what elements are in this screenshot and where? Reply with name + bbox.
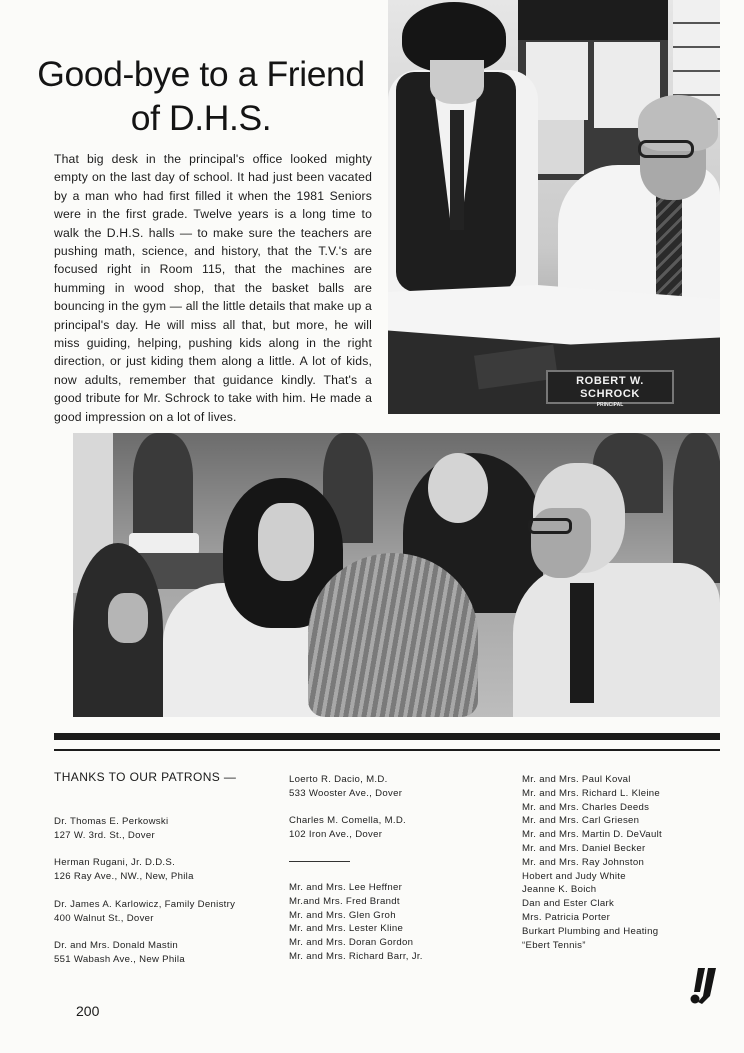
background-person xyxy=(133,433,193,543)
principal-shirt xyxy=(513,563,720,717)
patron-entry xyxy=(54,939,235,967)
patrons-column-2 xyxy=(289,773,423,964)
left-student-face xyxy=(108,593,148,643)
patron-address: 533 Wooster Ave., Dover xyxy=(289,787,403,799)
article-title xyxy=(20,52,382,140)
patrons-column-3 xyxy=(522,773,662,952)
patron-name: Mr. and Mrs. Lee Heffner xyxy=(289,881,403,893)
patron-address: 126 Ray Ave., NW., New, Phila xyxy=(54,871,194,883)
patron-address: 551 Wabash Ave., New Phila xyxy=(54,953,185,965)
patron-name: Herman Rugani, Jr. D.D.S. xyxy=(54,857,176,869)
patron-name: Loerto R. Dacio, M.D. xyxy=(289,774,388,785)
patron-name: Burkart Plumbing and Heating xyxy=(522,925,659,937)
patron-entry xyxy=(54,898,235,926)
student-tie xyxy=(450,110,464,230)
patrons-heading: THANKS TO OUR PATRONS — xyxy=(54,770,237,784)
patron-name: Mr. and Mrs. Glen Groh xyxy=(289,909,396,921)
divider-thick xyxy=(54,733,720,740)
patron-name: Mr. and Mrs. Martin D. DeVault xyxy=(522,829,662,841)
article-title-line-1: Good-bye to a Friend xyxy=(37,54,365,94)
patron-name: Mr. and Mrs. Lester Kline xyxy=(289,923,404,935)
bulletin-board-header xyxy=(518,0,668,40)
patron-name: Mr. and Mrs. Ray Johnston xyxy=(522,856,645,868)
patron-name: Dr. James A. Karlowicz, Family Denistry xyxy=(54,898,236,910)
patron-name: Mrs. Patricia Porter xyxy=(522,911,611,923)
patron-address: 102 Iron Ave., Dover xyxy=(289,829,383,841)
patron-name: Mr. and Mrs. Richard L. Kleine xyxy=(522,787,661,799)
patron-name: “Ebert Tennis” xyxy=(522,939,586,951)
nameplate-title: PRINCIPAL xyxy=(596,402,624,408)
principal-tie xyxy=(570,583,594,703)
principal-glasses xyxy=(528,518,572,534)
patron-name: Dr. and Mrs. Donald Mastin xyxy=(54,940,179,952)
photo-principal-at-desk xyxy=(388,0,720,414)
student-face xyxy=(258,503,314,581)
patron-name: Mr. and Mrs. Charles Deeds xyxy=(522,801,650,813)
seated-person-head xyxy=(428,453,488,523)
foreground-student-hair xyxy=(308,553,478,717)
chair xyxy=(129,533,199,555)
patron-name: Mr. and Mrs. Richard Barr, Jr. xyxy=(289,950,423,962)
patron-name: Mr. and Mrs. Daniel Becker xyxy=(522,842,646,854)
patron-name: Charles M. Comella, M.D. xyxy=(289,815,407,827)
patron-name: Mr. and Mrs. Paul Koval xyxy=(522,774,631,785)
photo-cafeteria-conversation xyxy=(73,433,720,717)
patron-name: Hobert and Judy White xyxy=(522,870,626,882)
article-body: That big desk in the principal's office looked mighty empty on the last day of school. It had just been vacated by a man who had first filled it when the 1981 Seniors were in the first grade. Twelve years is a long time to walk the D.H.S. halls — to make sure the teachers are pushing math, science, and history, that the T.V.'s are focused right in Room 115, that the machines are humming in wood shop, that the basket balls are bouncing in the gym — all the little details that make up a principal's day. He will miss all that, but more, he will miss guiding, helping, pushing kids along in the right direction, or just kiding them along a little. A lot of kids, now adults, remember that guidance kindly. That's a good tribute for Mr. Schrock to take with him. He made a good impression on a lot of lives. xyxy=(54,152,372,424)
nameplate-name: ROBERT W. SCHROCK xyxy=(576,375,644,400)
patron-entry xyxy=(54,856,235,884)
background-person xyxy=(673,433,720,583)
patron-address: 400 Walnut St., Dover xyxy=(54,912,154,924)
patron-name: Mr.and Mrs. Fred Brandt xyxy=(289,895,400,907)
yearbook-logo-icon xyxy=(688,966,720,1006)
patron-name: Dr. Thomas E. Perkowski xyxy=(54,816,169,827)
patron-entry xyxy=(289,773,423,801)
patrons-column-1 xyxy=(54,815,235,981)
divider-thin xyxy=(54,749,720,751)
section-divider xyxy=(289,861,350,862)
page-number: 200 xyxy=(76,1003,100,1019)
principal-glasses xyxy=(638,140,694,158)
patron-name: Jeanne K. Boich xyxy=(522,884,597,896)
patron-entry xyxy=(289,814,423,842)
patron-name: Dan and Ester Clark xyxy=(522,898,615,910)
desk-nameplate xyxy=(546,370,674,408)
principal-tie xyxy=(656,195,682,305)
student-face xyxy=(430,60,484,104)
article-title-line-2: of D.H.S. xyxy=(130,98,272,138)
patron-name: Mr. and Mrs. Doran Gordon xyxy=(289,937,414,949)
patron-entry xyxy=(54,815,235,843)
patron-address: 127 W. 3rd. St., Dover xyxy=(54,829,155,841)
patron-name: Mr. and Mrs. Carl Griesen xyxy=(522,815,640,827)
